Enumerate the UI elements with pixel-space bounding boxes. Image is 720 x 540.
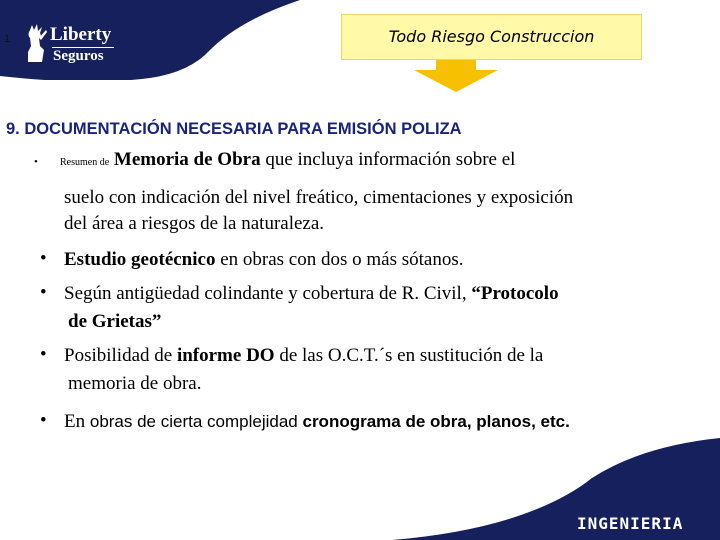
bullet-5-line: [64, 410, 570, 434]
bullet-1-rest: que incluya información sobre el: [260, 149, 516, 170]
bullet-marker: •: [40, 344, 47, 365]
bullet-4-bold: informe DO: [176, 345, 275, 366]
bullet-3-line-1: [64, 282, 559, 306]
bullet-marker: •: [40, 248, 47, 269]
bullet-1-prefix: Resumen de: [60, 157, 110, 168]
section-heading: 9. DOCUMENTACIÓN NECESARIA PARA EMISIÓN POLIZA: [6, 120, 462, 138]
slide-number: 1: [4, 33, 11, 45]
footer-label: INGENIERIA: [577, 514, 684, 533]
bullet-3-text: Según antigüedad colindante y cobertura de R. Civil,: [64, 283, 472, 304]
bullet-2-bold: Estudio geotécnico: [64, 249, 216, 270]
bullet-5-bold: cronograma de obra, planos, etc.: [302, 412, 570, 431]
bullet-3-bold-1: “Protocolo: [471, 283, 559, 304]
bullet-4-line-2: memoria de obra.: [68, 373, 202, 394]
bullet-1-line-1: [60, 148, 515, 175]
bullet-3-line-2: de Grietas”: [68, 311, 162, 332]
liberty-statue-logo: [22, 24, 50, 64]
down-arrow-icon: [414, 60, 498, 92]
bullet-2-rest: en obras con dos o más sótanos.: [215, 249, 464, 270]
title-box: [341, 14, 642, 60]
bullet-2-line: [64, 248, 464, 272]
bullet-marker: •: [34, 156, 38, 168]
bullet-5-text: obras de cierta complejidad: [89, 412, 303, 431]
bullet-4-text-2: de las O.C.T.´s en sustitución de la: [274, 345, 544, 366]
logo-line1: Liberty: [50, 24, 112, 45]
bullet-marker: •: [40, 410, 47, 431]
bullet-1-line-3: del área a riesgos de la naturaleza.: [64, 213, 325, 234]
bullet-1-bold: Memoria de Obra: [113, 149, 261, 170]
bullet-1-line-2: suelo con indicación del nivel freático, cimentaciones y exposición: [64, 187, 574, 208]
bullet-marker: •: [40, 282, 47, 303]
logo-line2: Seguros: [53, 48, 104, 64]
bullet-5-serif-start: En: [64, 411, 86, 432]
slide-title: Todo Riesgo Construccion: [388, 27, 595, 46]
bullet-4-text-1: Posibilidad de: [64, 345, 177, 366]
bullet-4-line-1: [64, 344, 543, 368]
